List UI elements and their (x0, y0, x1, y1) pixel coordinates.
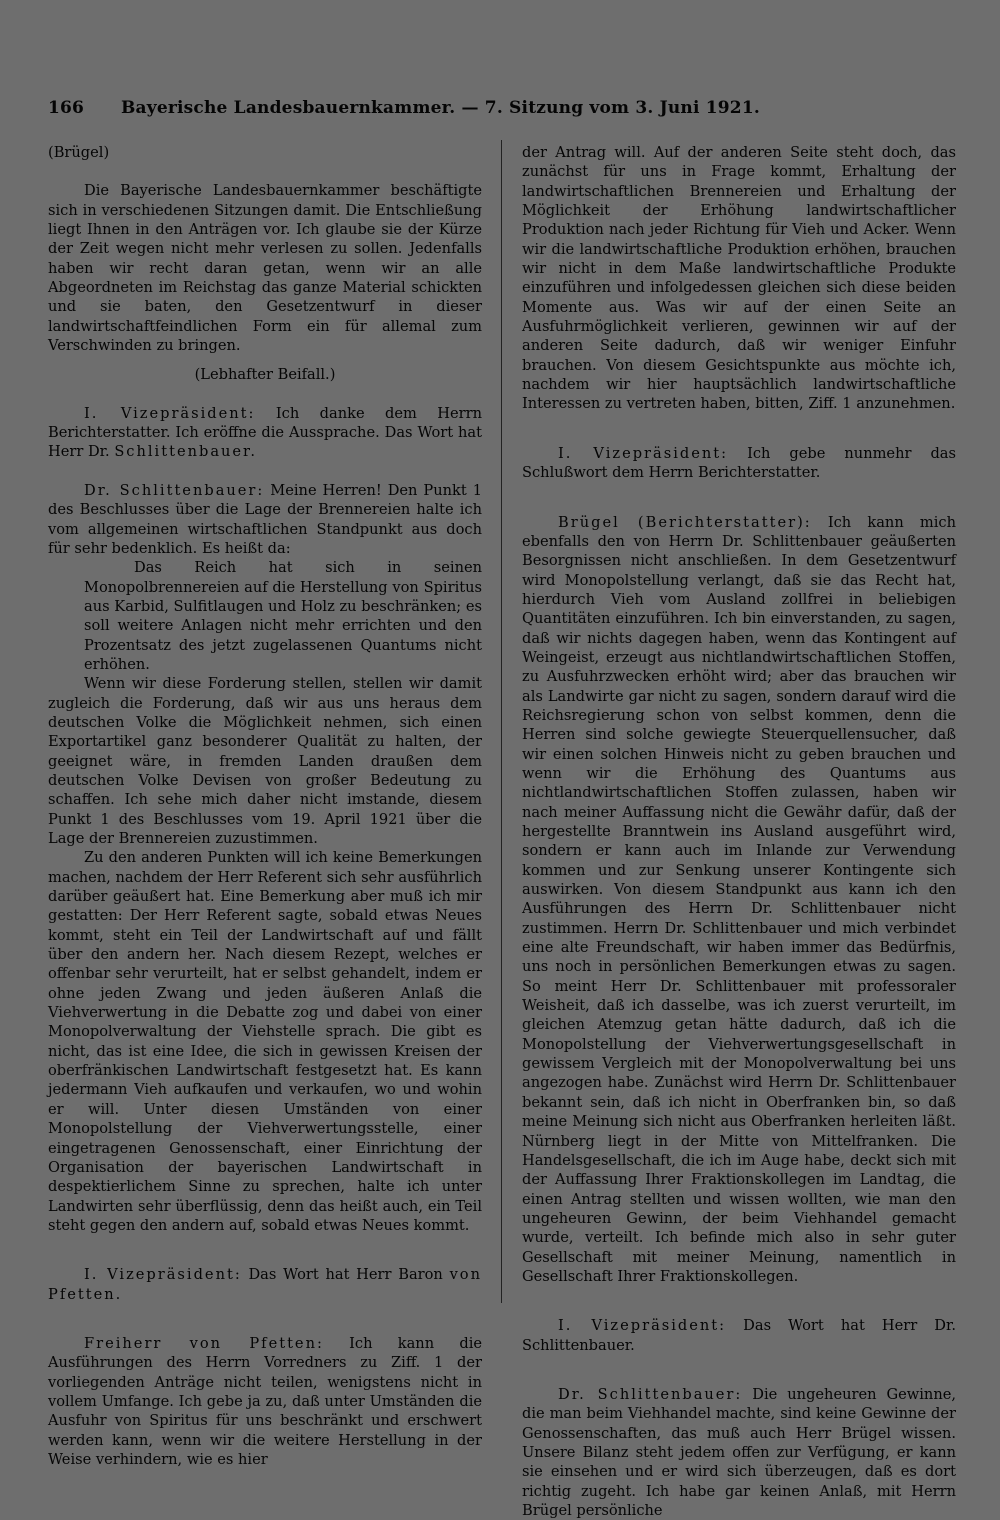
quoted-resolution: Das Reich hat sich in seinen Monopolbrennereien auf die Herstellung von Spiritus aus Karbid, Sulfitlaugen und Holz zu beschränken; es soll weitere Anlagen nicht mehr errichten und den Prozentsatz des jetzt zugelassenen Quantums nicht erhöhen. (84, 559, 482, 673)
paragraph (522, 513, 956, 1287)
stage-direction: (Lebhafter Beifall.) (194, 366, 336, 384)
speaker-name: von Pfetten. (48, 1266, 482, 1303)
speech-text: Meine Herren! Den Punkt 1 des Beschlusses über die Lage der Brennereien halte ich vom allgemeinen wirtschaftlichen Standpunkt aus doch für sehr bedenklich. Es heißt da: (48, 481, 482, 557)
speech-text: Das Wort hat Herr Baron (241, 1266, 450, 1284)
speech-text: Ich kann mich ebenfalls den von Herrn Dr. Schlittenbauer geäußerten Besorgnissen nicht anschließen. In dem Gesetzentwurf wird Monopolstellung verlangt, daß sie das Recht hat, hierdurch Vieh vom Ausland zollfrei in beliebigen Quantitäten einzuführen. Ich bin einverstanden, zu sagen, daß wir nichts dagegen haben, wenn das Kontingent auf Weingeist, erzeugt aus nichtlandwirtschaftlichen Stoffen, zu Ausfuhrzwecken erhöht wird; aber das brauchen wir als Landwirte gar nicht zu sagen, sondern darauf wird die Reichsregierung schon von selbst kommen, denn die Herren sind solche gewiegte Steuerquellensucher, daß wir einen solchen Hinweis nicht zu geben brauchen und wenn wir die Erhöhung des Quantums aus nichtlandwirtschaftlichen Stoffen zulassen, haben wir nach meiner Auffassung nicht die Gewähr dafür, daß der hergestellte Branntwein ins Ausland ausgeführt wird, sondern er kann auch im Inlande zur Verwendung kommen und zur Senkung unserer Kontingente sich auswirken. Von diesem Standpunkt aus kann ich den Ausführungen des Herrn Dr. Schlittenbauer nicht zustimmen. Herrn Dr. Schlittenbauer und mich verbindet eine alte Freundschaft, wir haben immer das Bedürfnis, uns noch in persönlichen Bemerkungen etwas zu sagen. So meint Herr Dr. Schlittenbauer mit professoraler Weisheit, daß ich dasselbe, was ich zuerst verurteilt, im gleichen Atemzug getan hätte dadurch, daß ich die Monopolstellung der Viehverwertungsgesellschaft in gewissem Vergleich mit der Monopolverwaltung bei uns angezogen habe. Zunächst wird Herrn Dr. Schlittenbauer bekannt sein, daß ich nicht in Oberfranken bin, so daß meine Meinung sich nicht aus Oberfranken herleiten läßt. Nürnberg liegt in der Mitte von Mittelfranken. Die Handelsgesellschaft, die ich im Auge habe, deckt sich mit der Auffassung Ihrer Fraktionskollegen im Landtag, die einen Antrag stellten und wissen wollten, wie man den ungeheuren Gewinn, der beim Viehhandel gemacht wurde, verteilt. Ich befinde mich also in sehr guter Gesellschaft mit meiner Meinung, namentlich in Gesellschaft Ihrer Fraktionskollegen. (522, 513, 956, 1285)
speaker-name: I. Vizepräsident: (558, 1317, 727, 1335)
speaker-name: Dr. Schlittenbauer: (84, 481, 265, 499)
left-column (48, 143, 482, 1469)
speaker-name: Dr. Schlittenbauer: (558, 1385, 743, 1403)
page-number: 166 (48, 98, 85, 118)
speaker-name: Brügel (Berichterstatter): (558, 513, 812, 531)
speech-text: Ich gebe nunmehr das Schlußwort dem Herrn Berichterstatter. (522, 444, 957, 482)
paragraph (522, 444, 956, 483)
speaker-name: Freiherr von Pfetten: (84, 1334, 324, 1352)
page-header (48, 94, 760, 122)
speaker-name: I. Vizepräsident: (84, 404, 256, 422)
right-column (522, 143, 956, 1520)
speech-text: Ich danke dem Herrn Berichterstatter. Ich eröffne die Aussprache. Das Wort hat Herr Dr. (48, 404, 482, 461)
paragraph (48, 481, 482, 558)
paragraph (48, 1334, 482, 1469)
column-divider (501, 140, 502, 1303)
speaker-name: I. Vizepräsident: (84, 1266, 242, 1284)
speaker-name: Schlittenbauer. (114, 443, 258, 461)
paragraph (522, 1316, 956, 1355)
paragraph (48, 404, 482, 462)
speech-text: Ich kann die Ausführungen des Herrn Vorredners zu Ziff. 1 der vorliegenden Anträge nicht teilen, wenigstens nicht in vollem Umfange. Ich gebe ja zu, daß unter Umständen die Ausfuhr von Spiritus für uns beschränkt und erschwert werden kann, wenn wir die weitere Herstellung in der Weise verhindern, wie es hier (48, 1334, 482, 1468)
paragraph: Wenn wir diese Forderung stellen, stellen wir damit zugleich die Forderung, daß wir aus uns heraus dem deutschen Volke die Möglichkeit nehmen, sich einen Exportartikel ganz besonderer Qualität zu halten, der geeignet wäre, in fremden Landen draußen dem deutschen Volke Devisen von großer Bedeutung zu schaffen. Ich sehe mich daher nicht imstande, diesem Punkt 1 des Beschlusses vom 19. April 1921 über die Lage der Brennereien zuzustimmen. (48, 675, 482, 847)
speaker-name: I. Vizepräsident: (558, 444, 729, 462)
paragraph: Die Bayerische Landesbauernkammer beschäftigte sich in verschiedenen Sitzungen damit. Die Entschließung liegt Ihnen in den Anträgen vor. Ich glaube sie der Kürze der Zeit wegen nicht mehr verlesen zu sollen. Jedenfalls haben wir recht daran getan, wenn wir an alle Abgeordneten im Reichstag das ganze Material schickten und sie baten, den Gesetzentwurf in dieser landwirtschaftfeindlichen Form ein für allemal zum Verschwinden zu bringen. (48, 182, 482, 355)
paragraph (48, 1265, 482, 1304)
speech-text: Die ungeheuren Gewinne, die man beim Viehhandel machte, sind keine Gewinne der Genossenschaften, das muß auch Herr Brügel wissen. Unsere Bilanz steht jedem offen zur Verfügung, er kann sie einsehen und er wird sich überzeugen, daß es dort richtig zugeht. Ich habe gar keinen Anlaß, mit Herrn Brügel persönliche (522, 1385, 956, 1519)
running-title: Bayerische Landesbauernkammer. — 7. Sitzung vom 3. Juni 1921. (120, 98, 760, 118)
paragraph: der Antrag will. Auf der anderen Seite steht doch, das zunächst für uns in Frage kommt, Erhaltung der landwirtschaftlichen Brennereien und Erhaltung der Möglichkeit der Erhöhung landwirtschaftlicher Produktion nach jeder Richtung für Vieh und Acker. Wenn wir die landwirtschaftliche Produktion erhöhen, brauchen wir nicht in dem Maße landwirtschaftliche Produkte einzuführen und infolgedessen gleichen sich diese beiden Momente aus. Was wir auf der einen Seite an Ausfuhrmöglichkeit verlieren, gewinnen wir auf der anderen Seite dadurch, daß wir weniger Einfuhr brauchen. Von diesem Gesichtspunkte aus möchte ich, nachdem wir hier hauptsächlich landwirtschaftliche Interessen zu vertreten haben, bitten, Ziff. 1 anzunehmen. (522, 144, 956, 413)
speaker-tag: (Brügel) (48, 144, 110, 161)
paragraph: Zu den anderen Punkten will ich keine Bemerkungen machen, nachdem der Herr Referent sich sehr ausführlich darüber geäußert hat. Eine Bemerkung aber muß ich mir gestatten: Der Herr Referent sagte, sobald etwas Neues kommt, steht ein Teil der Landwirtschaft auf und fällt über den andern her. Nach diesem Rezept, welches er offenbar sehr verurteilt, hat er selbst gehandelt, indem er ohne jeden Zwang und jeden äußeren Anlaß die Viehverwertung in die Debatte zog und dabei von einer Monopolverwaltung der Viehstelle sprach. Die gibt es nicht, das ist eine Idee, die sich in gewissen Kreisen der oberfränkischen Landwirtschaft festgesetzt hat. Es kann jedermann Vieh aufkaufen und verkaufen, wo und wohin er will. Unter diesen Umständen von einer Monopolstellung der Viehverwertungsstelle, einer eingetragenen Genossenschaft, einer Einrichtung der Organisation der bayerischen Landwirtschaft in despektierlichem Sinne zu sprechen, halte ich unter Landwirten sehr überflüssig, denn das heißt auch, ein Teil steht gegen den andern auf, sobald etwas Neues kommt. (48, 849, 482, 1234)
paragraph (522, 1385, 956, 1520)
speech-text: Das Wort hat Herr Dr. Schlittenbauer. (522, 1317, 956, 1354)
